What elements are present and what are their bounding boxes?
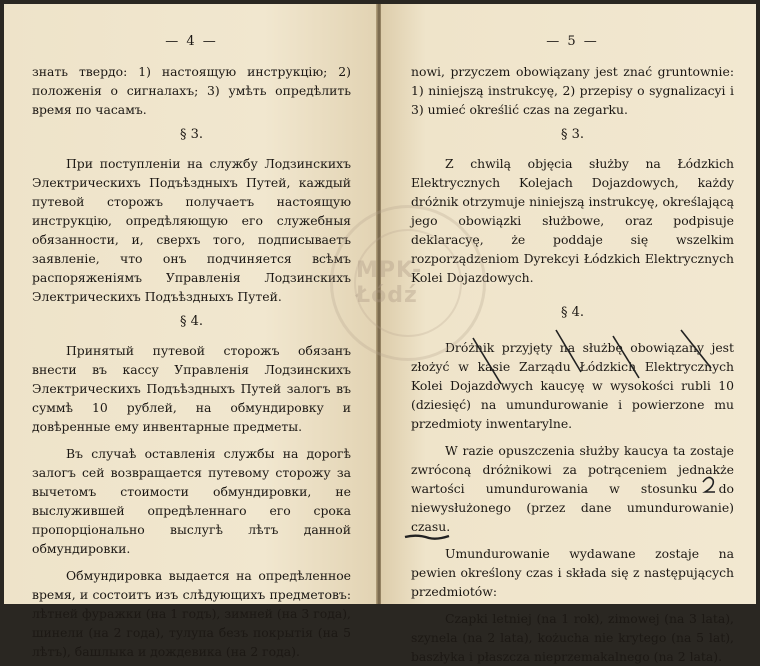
section-heading: § 4. [560, 305, 585, 320]
watermark-stamp [330, 205, 486, 361]
paragraph: nowi, przyczem obowiązany jest znać gruntownie: 1) niniejszą instrukcyę, 2) przepisy o sygnalizacyi i 3) umieć określić czas na zegarku. [411, 64, 734, 117]
page-number-left: — 4 — [165, 34, 218, 49]
paragraph: знать твердо: 1) настоящую инструкцію; 2) положенія о сигналахъ; 3) умѣть опредѣлить время по часамъ. [32, 64, 351, 117]
stamp-text: MPK-Łódź [356, 258, 423, 308]
left-page [4, 4, 377, 659]
paragraph: W razie opuszczenia służby kaucya ta zostaje zwróconą dróżnikowi za potrąceniem jednakże wartości umundurowania w stosunku do niewysłużonego (przez dane umundurowanie) czasu. [411, 443, 734, 534]
paragraph: Принятый путевой сторожъ обязанъ внести въ кассу Управленія Лодзинскихъ Электрическихъ Подъѣздныхъ Путей залогъ въ суммѣ 10 рублей, на обмундировку и довѣренные ему инвентарные предметы. [32, 343, 351, 434]
paragraph: Dróżnik przyjęty na służbę obowiązany jest złożyć w kasie Zarządu Łódzkich Elektrycznych Kolei Dojazdowych kaucyę w wysokości rubli 10 (dziesięć) na umundurowanie i powierzone mu przedmioty inwentarylne. [411, 340, 734, 431]
stamp-inner-ring [354, 229, 462, 337]
paragraph: Umundurowanie wydawane zostaje na pewien określony czas i składa się z następujących przedmiotów: [411, 546, 734, 599]
section-heading: § 4. [179, 314, 204, 329]
section-heading: § 3. [179, 127, 204, 142]
paragraph: Въ случаѣ оставленія службы на дорогѣ залогъ сей возвращается путевому сторожу за вычетомъ стоимости обмундировки, не выслужившей опредѣленнаго его срока пропорціонально выслугѣ лѣтъ данной обмундировки. [32, 446, 351, 556]
paragraph: Обмундировка выдается на опредѣленное время, и состоитъ изъ слѣдующихъ предметовъ: лѣтней фуражки (на 1 годъ), зимней (на 3 года), шинели (на 2 года), тулупа безъ покрытія (на 5 лѣтъ), башлыка и дождевика (на 2 года). [32, 568, 351, 659]
paragraph: Czapki letniej (na 1 rok), zimowej (na 3 lata), szynela (na 2 lata), kożucha nie krytego (na 5 lat), baszłyka i płaszcza nieprzemakalnego (na 2 lata). [411, 611, 734, 664]
page-number-right: — 5 — [546, 34, 599, 49]
section-heading: § 3. [560, 127, 585, 142]
paragraph: При поступленіи на службу Лодзинскихъ Электрическихъ Подъѣздныхъ Путей, каждый путевой сторожъ получаетъ настоящую инструкцію, опредѣляющую его служебныя обязанности, и, сверхъ того, подписываетъ заявленіе, что онъ подчиняется всѣмъ распоряженіямъ Управленія Лодзинскихъ Электрическихъ Подъѣздныхъ Путей. [32, 156, 351, 304]
paragraph: Z chwilą objęcia służby na Łódzkich Elektrycznych Kolejach Dojazdowych, każdy dróżnik otrzymuje niniejszą instrukcyę, określającą jego obowiązki służbowe, oraz podpisuje deklaracyę, że poddaje się wszelkim rozporządzeniom Dyrekcyi Łódzkich Elektrycznych Kolei Dojazdowych. [411, 156, 734, 285]
